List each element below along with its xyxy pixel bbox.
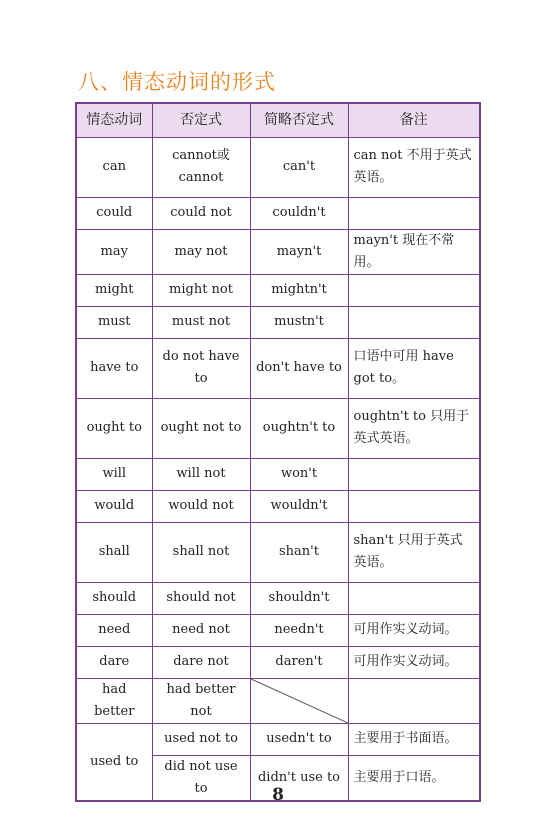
cell-short: mayn't	[250, 229, 348, 274]
cell-note: 可用作实义动词。	[348, 614, 480, 646]
cell-short: shan't	[250, 522, 348, 582]
cell-negative: used not to	[152, 723, 250, 755]
table-header-row	[76, 103, 480, 137]
cell-modal: used to	[76, 723, 152, 801]
cell-note: 口语中可用 have got to。	[348, 338, 480, 398]
cell-note	[348, 306, 480, 338]
cell-modal: dare	[76, 646, 152, 678]
cell-short: wouldn't	[250, 490, 348, 522]
cell-note	[348, 458, 480, 490]
cell-negative: cannot或 cannot	[152, 137, 250, 197]
cell-modal: need	[76, 614, 152, 646]
cell-negative: do not have to	[152, 338, 250, 398]
table-row	[76, 229, 480, 274]
table-row	[76, 197, 480, 229]
cell-modal: ought to	[76, 398, 152, 458]
cell-negative: did not use to	[152, 755, 250, 801]
cell-short: needn't	[250, 614, 348, 646]
cell-short: don't have to	[250, 338, 348, 398]
cell-note	[348, 274, 480, 306]
cell-modal: could	[76, 197, 152, 229]
cell-note: mayn't 现在不常用。	[348, 229, 480, 274]
cell-modal: should	[76, 582, 152, 614]
cell-short: won't	[250, 458, 348, 490]
cell-negative: dare not	[152, 646, 250, 678]
cell-note: can not 不用于英式英语。	[348, 137, 480, 197]
table-row	[76, 614, 480, 646]
table-row	[76, 274, 480, 306]
cell-note: 主要用于书面语。	[348, 723, 480, 755]
cell-short: usedn't to	[250, 723, 348, 755]
cell-short: oughtn't to	[250, 398, 348, 458]
table-row	[76, 646, 480, 678]
cell-modal: shall	[76, 522, 152, 582]
cell-note: 主要用于口语。	[348, 755, 480, 801]
table-row	[76, 338, 480, 398]
table-row	[76, 723, 480, 755]
header-negative: 否定式	[152, 103, 250, 137]
cell-short: didn't use to	[250, 755, 348, 801]
cell-negative: would not	[152, 490, 250, 522]
cell-modal: must	[76, 306, 152, 338]
cell-modal: had better	[76, 678, 152, 723]
cell-note	[348, 678, 480, 723]
cell-short: daren't	[250, 646, 348, 678]
cell-short-diagonal	[250, 678, 348, 723]
cell-negative: could not	[152, 197, 250, 229]
cell-negative: ought not to	[152, 398, 250, 458]
cell-modal: might	[76, 274, 152, 306]
cell-note: 可用作实义动词。	[348, 646, 480, 678]
modal-verb-table	[75, 102, 481, 802]
cell-negative: need not	[152, 614, 250, 646]
cell-note	[348, 197, 480, 229]
cell-negative: may not	[152, 229, 250, 274]
table-row	[76, 522, 480, 582]
header-note: 备注	[348, 103, 480, 137]
cell-short: shouldn't	[250, 582, 348, 614]
cell-note: shan't 只用于英式英语。	[348, 522, 480, 582]
cell-short: can't	[250, 137, 348, 197]
diagonal-line	[251, 679, 348, 723]
cell-modal: will	[76, 458, 152, 490]
cell-negative: might not	[152, 274, 250, 306]
table-row	[76, 458, 480, 490]
table-row	[76, 398, 480, 458]
cell-modal: may	[76, 229, 152, 274]
cell-negative: shall not	[152, 522, 250, 582]
table-row	[76, 582, 480, 614]
cell-negative: had better not	[152, 678, 250, 723]
table-row	[76, 678, 480, 723]
header-short: 简略否定式	[250, 103, 348, 137]
page-number: 8	[272, 785, 284, 805]
cell-modal: have to	[76, 338, 152, 398]
cell-note	[348, 582, 480, 614]
cell-modal: would	[76, 490, 152, 522]
section-title: 八、情态动词的形式	[78, 70, 276, 94]
cell-short: mightn't	[250, 274, 348, 306]
cell-negative: will not	[152, 458, 250, 490]
cell-modal: can	[76, 137, 152, 197]
cell-negative: must not	[152, 306, 250, 338]
cell-note	[348, 490, 480, 522]
header-modal: 情态动词	[76, 103, 152, 137]
table-row	[76, 490, 480, 522]
table-row	[76, 137, 480, 197]
cell-short: mustn't	[250, 306, 348, 338]
cell-negative: should not	[152, 582, 250, 614]
table-row	[76, 306, 480, 338]
cell-short: couldn't	[250, 197, 348, 229]
cell-note: oughtn't to 只用于英式英语。	[348, 398, 480, 458]
